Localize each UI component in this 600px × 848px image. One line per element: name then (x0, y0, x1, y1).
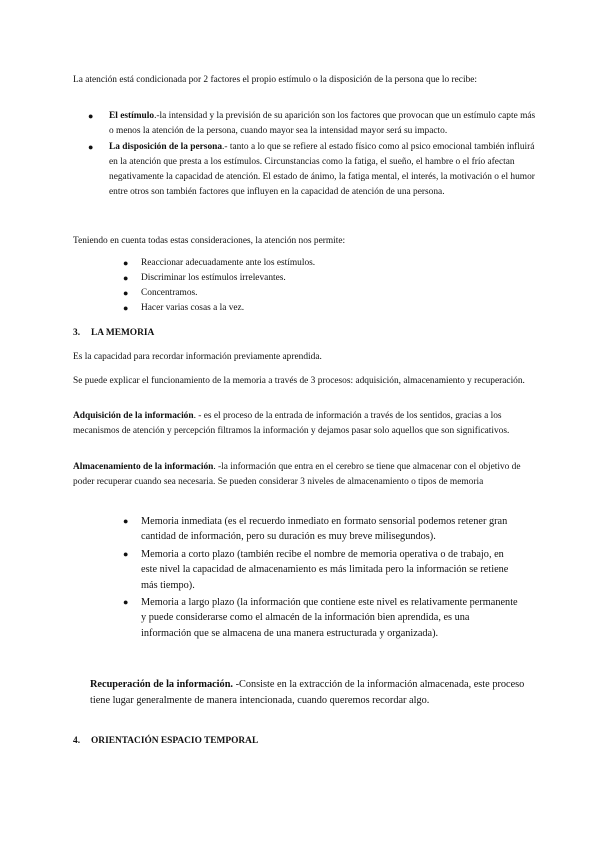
list-item (123, 286, 521, 301)
bullet-icon: ● (123, 273, 129, 283)
factor-term: La disposición de la persona (109, 142, 223, 152)
retrieval-term: Recuperación de la información. (90, 679, 233, 690)
acquisition-paragraph (73, 409, 535, 439)
section-title: LA MEMORIA (91, 328, 155, 338)
list-item-text: Concentramos. (141, 288, 198, 298)
list-item-text: Discriminar los estímulos irrelevantes. (141, 273, 286, 283)
bullet-icon: ● (123, 548, 129, 559)
list-item-text: Memoria inmediata (es el recuerdo inmediato en formato sensorial podemos retener gran cantidad de información, pero su duración es muy breve milisegundos). (141, 516, 508, 543)
bullet-icon: ● (123, 288, 129, 298)
list-item-text: Memoria a largo plazo (la información que contiene este nivel es relativamente permanente y puede considerarse como el almacén de la información bien aprendida, es una información que se almacena de una manera estructurada y organizada). (141, 597, 518, 639)
memory-processes (73, 374, 535, 389)
factor-term: El estímulo (109, 111, 155, 121)
bullet-icon: ● (123, 303, 129, 313)
list-item (123, 595, 521, 641)
section-number: 3. (73, 328, 81, 338)
list-item-text: Hacer varias cosas a la vez. (141, 303, 245, 313)
permits-intro-text: Teniendo en cuenta todas estas consideraciones, la atención nos permite: (73, 236, 346, 246)
storage-text: . -la información que entra en el cerebro se tiene que almacenar con el objetivo de poder recuperar cuando sea necesaria. Se pueden considerar 3 niveles de almacenamiento o tipos de memoria (73, 462, 521, 487)
section-number: 4. (73, 736, 81, 746)
list-item (123, 301, 521, 316)
acquisition-term: Adquisición de la información (73, 411, 194, 421)
factors-list (88, 109, 537, 200)
factor-text: .-la intensidad y la previsión de su aparición son los factores que provocan que un estímulo capte más o menos la atención de la persona, cuando mayor sea la intensidad mayor será su impacto. (109, 111, 536, 136)
storage-paragraph (73, 460, 535, 490)
list-item (123, 256, 521, 271)
factor-text: .- tanto a lo que se refiere al estado físico como al psico emocional también influirá en la atención que presta a los estímulos. Circunstancias como la fatiga, el sueño, el hambre o el frío afectan negativamente la capacidad de atención. El estado de ánimo, la fatiga mental, el interés, la motivación o el humor entre otros son también factores que influyen en la capacidad de atención de una persona. (109, 142, 535, 197)
list-item (88, 109, 537, 139)
memory-processes-text: Se puede explicar el funcionamiento de la memoria a través de 3 procesos: adquisición, almacenamiento y recuperación. (73, 376, 525, 386)
permits-intro (73, 234, 535, 249)
list-item (123, 271, 521, 286)
section-heading-4 (73, 734, 535, 749)
memory-types-list (123, 514, 521, 641)
list-item-text: Memoria a corto plazo (también recibe el nombre de memoria operativa o de trabajo, en este nivel la capacidad de almacenamiento es más limitada pero la información se retiene más tiempo). (141, 548, 509, 591)
storage-term: Almacenamiento de la información (73, 462, 214, 472)
permits-list (123, 256, 521, 316)
bullet-icon: ● (123, 516, 129, 526)
list-item (88, 140, 537, 200)
memory-definition-text: Es la capacidad para recordar información previamente aprendida. (73, 352, 322, 362)
bullet-icon: ● (88, 111, 94, 121)
acquisition-text: . - es el proceso de la entrada de información a través de los sentidos, gracias a los mecanismos de atención y percepción filtramos la información y dejamos pasar solo aquellos que son significativos. (73, 411, 510, 436)
bullet-icon: ● (88, 142, 94, 152)
bullet-icon: ● (123, 597, 129, 608)
retrieval-paragraph (90, 677, 530, 708)
intro-paragraph (73, 73, 535, 88)
retrieval-text: -Consiste en la extracción de la información almacenada, este proceso tiene lugar generalmente de manera intencionada, cuando queremos recordar algo. (90, 679, 525, 706)
section-title: ORIENTACIÓN ESPACIO TEMPORAL (91, 736, 259, 746)
section-heading-3 (73, 326, 535, 341)
memory-definition (73, 350, 535, 365)
bullet-icon: ● (123, 258, 129, 268)
list-item-text: Reaccionar adecuadamente ante los estímulos. (141, 258, 316, 268)
list-item (123, 514, 521, 545)
list-item (123, 547, 521, 593)
intro-text: La atención está condicionada por 2 factores el propio estímulo o la disposición de la persona que lo recibe: (73, 75, 478, 85)
